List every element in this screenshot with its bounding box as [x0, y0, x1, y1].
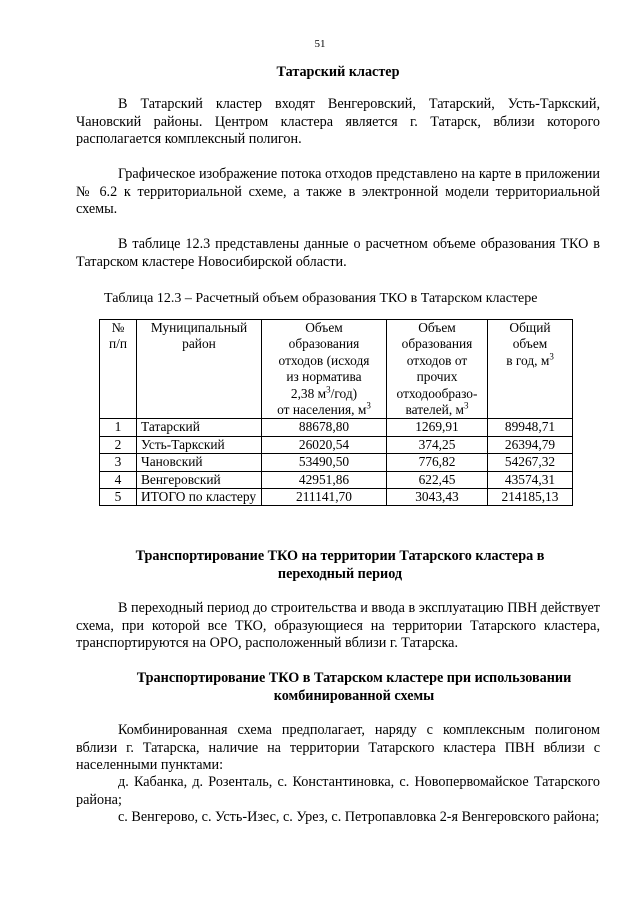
- cell-num: 3: [100, 454, 137, 471]
- paragraph-tatarsky-settlements: д. Кабанка, д. Розенталь, с. Константиновка, с. Новопервомайское Татарского района;: [76, 774, 600, 808]
- cell-volume-population: 88678,80: [262, 419, 387, 436]
- table-row-total: [100, 489, 573, 506]
- cell-num: 4: [100, 471, 137, 488]
- table-row: [100, 454, 573, 471]
- cell-district: Чановский: [137, 454, 262, 471]
- paragraph-combined-scheme: Комбинированная схема предполагает, наряду с комплексным полигоном вблизи г. Татарска, наличие на территории Татарского кластера ПВН вблизи с населенными пунктами:: [76, 722, 600, 774]
- cell-volume-other: 3043,43: [387, 489, 488, 506]
- cell-district: Татарский: [137, 419, 262, 436]
- cell-district: Венгеровский: [137, 471, 262, 488]
- cell-num: 2: [100, 436, 137, 453]
- paragraph-cluster-composition: В Татарский кластер входят Венгеровский, Татарский, Усть-Таркский, Чановский районы. Центром кластера является г. Татарск, вблизи которого располагается комплексный полигон.: [76, 96, 600, 148]
- table-row: [100, 436, 573, 453]
- cell-volume-population: 26020,54: [262, 436, 387, 453]
- header-total: Общий объем в год, $м^3$: [488, 320, 573, 419]
- cell-volume-other: 776,82: [387, 454, 488, 471]
- cell-volume-other: 374,25: [387, 436, 488, 453]
- header-district: Муниципальный район: [137, 320, 262, 419]
- table-row: [100, 419, 573, 436]
- paragraph-vengerovsky-settlements: с. Венгерово, с. Усть-Изес, с. Урез, с. Петропавловка 2-я Венгеровского района;: [118, 809, 600, 825]
- paragraph-transition-scheme: В переходный период до строительства и ввода в эксплуатацию ПВН действует схема, при которой все ТКО, образующиеся на территории Татарского кластера, транспортируются на ОРО, расположенный вблизи г. Татарска.: [76, 600, 600, 652]
- section-title-tatarsky-cluster: Татарский кластер: [276, 64, 400, 80]
- cell-volume-population: 42951,86: [262, 471, 387, 488]
- header-volume-population: Объем образования отходов (исходя из норматива 2,38 $м^3/год$) от населения, $м^3$: [262, 320, 387, 419]
- paragraph-table-intro: В таблице 12.3 представлены данные о расчетном объеме образования ТКО в Татарском кластере Новосибирской области.: [76, 236, 600, 270]
- cell-volume-population: 53490,50: [262, 454, 387, 471]
- header-volume-other: Объем образования отходов от прочих отходообразо- вателей, $м^3$: [387, 320, 488, 419]
- cell-volume-population: 211141,70: [262, 489, 387, 506]
- section-title-transition-period: Транспортирование ТКО на территории Татарского кластера в переходный период: [135, 548, 545, 582]
- cell-total: 214185,13: [488, 489, 573, 506]
- cell-total: 54267,32: [488, 454, 573, 471]
- cell-num: 1: [100, 419, 137, 436]
- cell-total: 26394,79: [488, 436, 573, 453]
- cell-district: ИТОГО по кластеру: [137, 489, 262, 506]
- cell-district: Усть-Таркский: [137, 436, 262, 453]
- paragraph-graphic-representation: Графическое изображение потока отходов представлено на карте в приложении № 6.2 к территориальной схеме, а также в электронной модели территориальной схемы.: [76, 166, 600, 218]
- header-num: № п/п: [100, 320, 137, 419]
- section-title-combined-scheme: Транспортирование ТКО в Татарском кластере при использовании комбинированной схемы: [136, 670, 572, 704]
- cell-total: 89948,71: [488, 419, 573, 436]
- page-number: 51: [314, 38, 326, 50]
- cell-total: 43574,31: [488, 471, 573, 488]
- cell-num: 5: [100, 489, 137, 506]
- cell-volume-other: 1269,91: [387, 419, 488, 436]
- table-row: [100, 471, 573, 488]
- table-caption: Таблица 12.3 – Расчетный объем образования ТКО в Татарском кластере: [104, 291, 538, 306]
- waste-volume-table: [99, 319, 573, 506]
- cell-volume-other: 622,45: [387, 471, 488, 488]
- table-header-row: [100, 320, 573, 419]
